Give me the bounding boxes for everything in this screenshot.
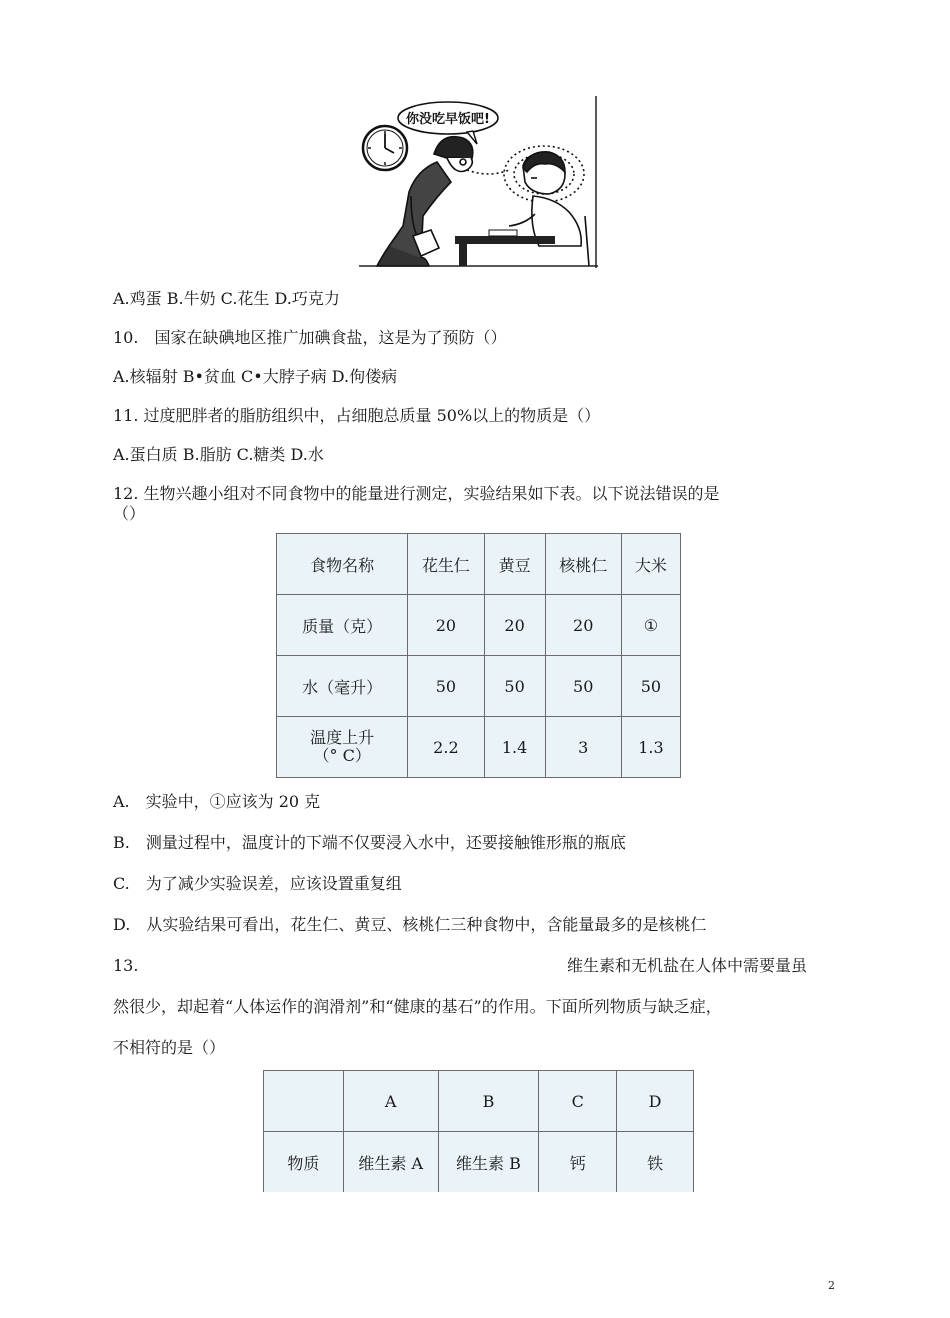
table-cell: A [343, 1071, 438, 1132]
table-cell: B [438, 1071, 539, 1132]
table-cell: C [539, 1071, 617, 1132]
q13-stem-part1: 维生素和无机盐在人体中需要量虽 [567, 956, 808, 975]
table-row [277, 595, 681, 656]
table-cell: 3 [545, 717, 621, 778]
table-cell: 食物名称 [277, 534, 408, 595]
q10-stem: 10. 国家在缺碘地区推广加碘食盐，这是为了预防（） [113, 328, 507, 347]
table-row [277, 656, 681, 717]
q12-option-b: B. 测量过程中，温度计的下端不仅要浸入水中，还要接触锥形瓶的瓶底 [113, 833, 626, 852]
table-cell: 花生仁 [408, 534, 484, 595]
table-cell: 黄豆 [484, 534, 545, 595]
table-cell: 质量（克） [277, 595, 408, 656]
table-cell: 维生素 A [343, 1132, 438, 1193]
table-cell: 20 [408, 595, 484, 656]
q13-stem-part2: 然很少，却起着“人体运作的润滑剂”和“健康的基石”的作用。下面所列物质与缺乏症， [113, 997, 722, 1016]
q11-stem: 11. 过度肥胖者的脂肪组织中，占细胞总质量 50%以上的物质是（） [113, 406, 601, 425]
table-header-row [277, 534, 681, 595]
table-cell [264, 1071, 344, 1132]
q11-options: A.蛋白质 B.脂肪 C.糖类 D.水 [113, 445, 324, 464]
temp-unit: （° C） [313, 746, 371, 765]
page-number: 2 [828, 1279, 835, 1292]
clock-icon [363, 126, 407, 170]
table-cell: 2.2 [408, 717, 484, 778]
table-cell: 核桃仁 [545, 534, 621, 595]
table-row [277, 717, 681, 778]
table-cell: 维生素 B [438, 1132, 539, 1193]
table-cell: 50 [545, 656, 621, 717]
q12-option-d: D. 从实验结果可看出，花生仁、黄豆、核桃仁三种食物中，含能量最多的是核桃仁 [113, 915, 707, 934]
table-cell: 铁 [617, 1132, 694, 1193]
q12-stem-line2: （） [113, 504, 146, 523]
q12-stem-line1: 12. 生物兴趣小组对不同食物中的能量进行测定，实验结果如下表。以下说法错误的是 [113, 484, 720, 503]
table-cell: ① [621, 595, 680, 656]
q13-number: 13. [113, 956, 139, 975]
table-cell: 物质 [264, 1132, 344, 1193]
q13-stem-part3: 不相符的是（） [113, 1038, 226, 1057]
table-cell: 1.3 [621, 717, 680, 778]
table-row [264, 1132, 694, 1193]
q10-options: A.核辐射 B•贫血 C•大脖子病 D.佝偻病 [113, 367, 398, 386]
temp-label: 温度上升 [310, 728, 375, 747]
food-energy-table [276, 533, 681, 778]
table-cell [277, 717, 408, 778]
table-cell: 大米 [621, 534, 680, 595]
table-cell: 50 [408, 656, 484, 717]
table-cell: 钙 [539, 1132, 617, 1193]
table-cell: 1.4 [484, 717, 545, 778]
q12-option-c: C. 为了减少实验误差，应该设置重复组 [113, 874, 402, 893]
table-cell: D [617, 1071, 694, 1132]
speech-bubble-text: 你没吃早饭吧! [406, 112, 490, 127]
cartoon-illustration [359, 96, 598, 268]
table-cell: 20 [484, 595, 545, 656]
table-cell: 20 [545, 595, 621, 656]
q9-options: A.鸡蛋 B.牛奶 C.花生 D.巧克力 [113, 289, 340, 308]
table-cell: 水（毫升） [277, 656, 408, 717]
q12-option-a: A. 实验中，①应该为 20 克 [113, 792, 321, 811]
table-cell: 50 [621, 656, 680, 717]
vitamin-deficiency-table [263, 1070, 694, 1192]
table-header-row [264, 1071, 694, 1132]
table-cell: 50 [484, 656, 545, 717]
